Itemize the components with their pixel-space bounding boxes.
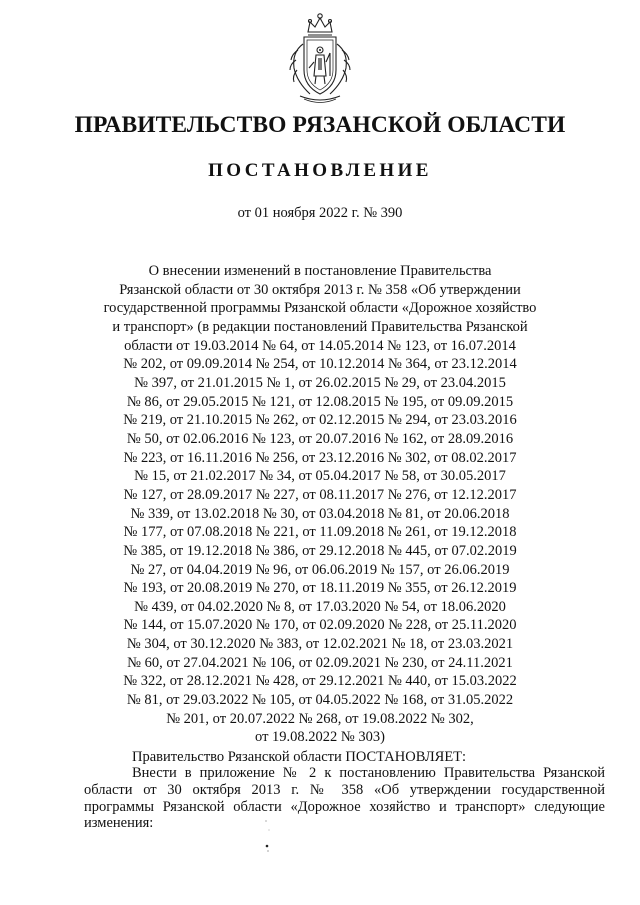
subject-line: № 144, от 15.07.2020 № 170, от 02.09.2020 № 228, от 25.11.2020	[123, 617, 517, 634]
subject-line: № 177, от 07.08.2018 № 221, от 11.09.2018 № 261, от 19.12.2018	[123, 524, 517, 541]
subject-line: № 439, от 04.02.2020 № 8, от 17.03.2020 № 54, от 18.06.2020	[134, 598, 506, 615]
subject-line: № 127, от 28.09.2017 № 227, от 08.11.2017 № 276, от 12.12.2017	[123, 486, 517, 503]
subject-line: № 81, от 29.03.2022 № 105, от 04.05.2022 № 168, от 31.05.2022	[126, 692, 514, 709]
subject-line: № 322, от 28.12.2021 № 428, от 29.12.2021 № 440, от 15.03.2022	[123, 673, 517, 690]
scan-specks	[262, 818, 274, 858]
resolution-preamble: Правительство Рязанской области ПОСТАНОВЛЯЕТ:	[132, 749, 467, 765]
paragraph-line: изменения:	[84, 815, 154, 832]
subject-line: № 339, от 13.02.2018 № 30, от 03.04.2018 № 81, от 20.06.2018	[130, 505, 510, 522]
subject-line: № 397, от 21.01.2015 № 1, от 26.02.2015 № 29, от 23.04.2015	[134, 374, 506, 391]
subject-line: № 27, от 04.04.2019 № 96, от 06.06.2019 № 157, от 26.06.2019	[130, 561, 510, 578]
subject-line: № 385, от 19.12.2018 № 386, от 29.12.2018 № 445, от 07.02.2019	[123, 542, 517, 559]
subject-line: области от 19.03.2014 № 64, от 14.05.2014 № 123, от 16.07.2014	[124, 337, 516, 354]
document-date-number: от 01 ноября 2022 г. № 390	[237, 205, 403, 221]
subject-line: № 193, от 20.08.2019 № 270, от 18.11.2019 № 355, от 26.12.2019	[123, 580, 517, 597]
subject-line: № 304, от 30.12.2020 № 383, от 12.02.2021 № 18, от 23.03.2021	[126, 636, 514, 653]
document-subject	[60, 262, 580, 747]
paragraph-line: области от 30 октября 2013 г. № 358 «Об утверждении государственной	[84, 781, 605, 798]
ryazan-coat-of-arms-icon	[286, 10, 354, 106]
subject-line: № 60, от 27.04.2021 № 106, от 02.09.2021 № 230, от 24.11.2021	[127, 654, 513, 671]
subject-line: № 50, от 02.06.2016 № 123, от 20.07.2016 № 162, от 28.09.2016	[126, 430, 514, 447]
subject-line: № 202, от 09.09.2014 № 254, от 10.12.2014 № 364, от 23.12.2014	[123, 356, 517, 373]
subject-line: № 201, от 20.07.2022 № 268, от 19.08.2022 № 302,	[166, 710, 474, 727]
paragraph-line: программы Рязанской области «Дорожное хозяйство и транспорт» следующие	[84, 798, 605, 815]
subject-line: № 219, от 21.10.2015 № 262, от 02.12.2015 № 294, от 23.03.2016	[123, 412, 517, 429]
government-title: ПРАВИТЕЛЬСТВО РЯЗАНСКОЙ ОБЛАСТИ	[74, 112, 566, 138]
subject-line: № 15, от 21.02.2017 № 34, от 05.04.2017 № 58, от 30.05.2017	[134, 468, 506, 485]
subject-line: и транспорт» (в редакции постановлений Правительства Рязанской	[112, 318, 528, 335]
resolution-paragraph	[84, 765, 605, 832]
subject-line: № 223, от 16.11.2016 № 256, от 23.12.2016 № 302, от 08.02.2017	[123, 449, 517, 466]
document-type: ПОСТАНОВЛЕНИЕ	[208, 160, 432, 181]
paragraph-line: Внести в приложение № 2 к постановлению Правительства Рязанской	[132, 765, 605, 781]
subject-line: О внесении изменений в постановление Правительства	[148, 263, 492, 279]
subject-line: от 19.08.2022 № 303)	[255, 729, 385, 746]
subject-line: № 86, от 29.05.2015 № 121, от 12.08.2015 № 195, от 09.09.2015	[126, 393, 514, 410]
subject-line: Рязанской области от 30 октября 2013 г. № 358 «Об утверждении	[119, 281, 521, 298]
subject-line: государственной программы Рязанской области «Дорожное хозяйство	[103, 300, 537, 317]
